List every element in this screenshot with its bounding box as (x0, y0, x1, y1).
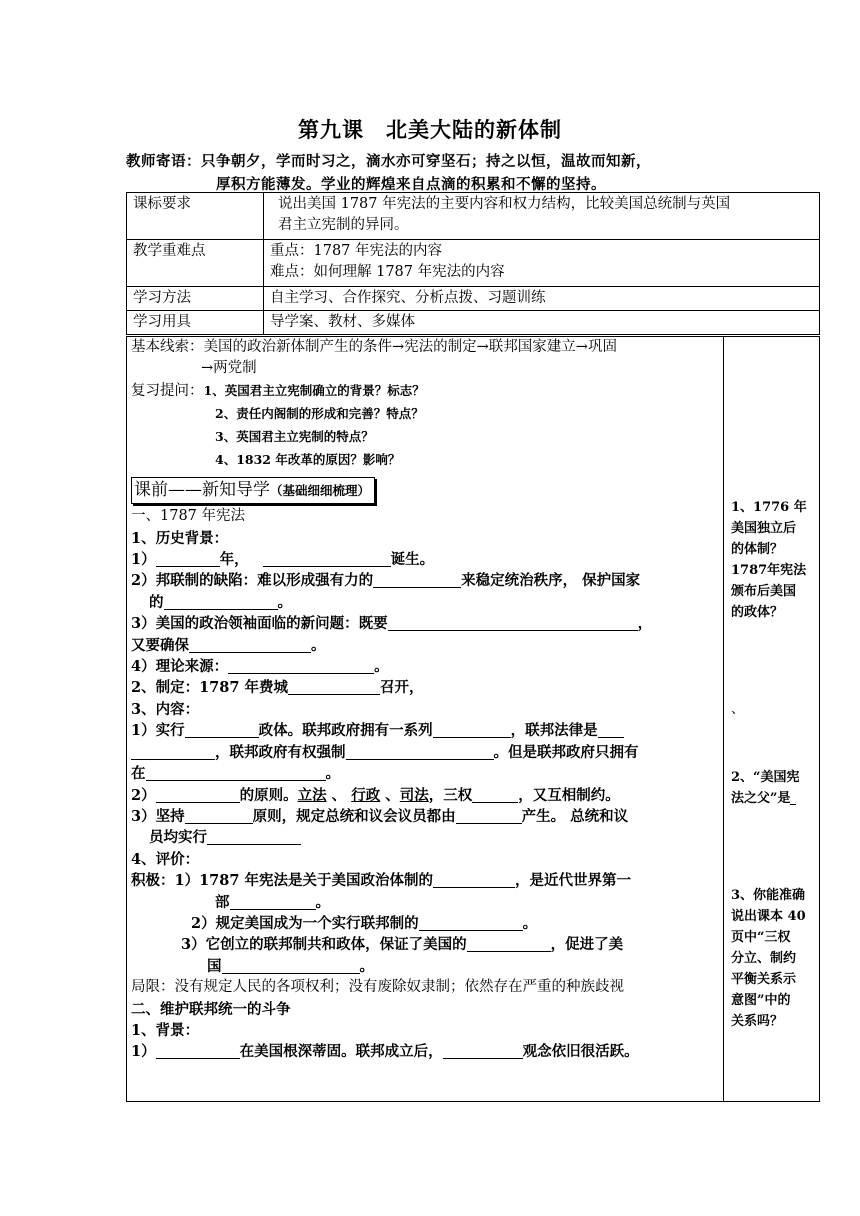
column-divider (723, 337, 724, 1101)
table-row (127, 240, 820, 287)
table-row (127, 287, 820, 311)
blank[interactable] (288, 679, 380, 695)
fill-line: 2）邦联制的缺陷：难以形成强有力的 来稳定统治秩序， 保护国家 (131, 572, 641, 590)
blank[interactable] (419, 915, 523, 931)
table-row (127, 311, 820, 335)
review-questions (131, 380, 721, 402)
row-value (264, 240, 820, 287)
heading-union-struggle: 二、维护联邦统一的斗争 (131, 1000, 291, 1018)
side-question-3: 3、你能准确 说出课本 40 页中“三权 分立、制约 平衡关系示 意图”中的 关系吗？ (731, 888, 806, 1029)
blank[interactable] (373, 572, 461, 588)
fill-line: 3）美国的政治领袖面临的新问题：既要 ， (131, 615, 653, 633)
fill-line: 1）实行 政体。联邦政府拥有一系列 ，联邦法律是 (131, 720, 721, 741)
row-value (264, 193, 820, 240)
row-value (264, 311, 820, 335)
section-box-subtitle: （基础细细梳理） (270, 483, 371, 499)
row-value-line: 难点：如何理解 1787 年宪法的内容 (270, 264, 505, 280)
row-label: 学习方法 (127, 287, 264, 311)
term-executive: 行政 (351, 786, 381, 804)
teacher-motto-line-1: 教师寄语：只争朝夕，学而时习之，滴水亦可穿坚石；持之以恒，温故而知新， (126, 153, 651, 170)
blank[interactable] (156, 1043, 240, 1059)
term-judicial: 司法 (399, 786, 429, 804)
fill-line: 员均实行 (131, 827, 721, 848)
table-row (127, 193, 820, 240)
blank[interactable] (185, 722, 259, 738)
teacher-motto-line-2: 厚积方能薄发。学业的辉煌来自点滴的积累和不懈的坚持。 (216, 176, 606, 193)
fill-line: 2） 的原则。立法 、 行政 、司法，三权 ，又互相制约。 (131, 786, 620, 804)
heading-evaluation: 4、评价： (131, 850, 200, 868)
main-content (131, 337, 721, 1063)
fill-line: 1） 年， 诞生。 (131, 551, 435, 569)
fill-line: 2、制定：1787 年费城 召开， (131, 679, 424, 697)
blank[interactable] (263, 551, 391, 567)
blank[interactable] (156, 787, 240, 803)
blank[interactable] (598, 722, 624, 738)
row-value-line: 导学案、教材、多媒体 (270, 314, 415, 330)
heading-background-2: 1、背景： (131, 1021, 200, 1039)
fill-line: 3）坚持 原则，规定总统和议会议员都由 产生。 总统和议 (131, 807, 629, 825)
page-title: 第九课 北美大陆的新体制 (298, 118, 562, 142)
blank[interactable] (433, 872, 515, 888)
blank[interactable] (146, 765, 326, 781)
blank[interactable] (472, 787, 518, 803)
blank[interactable] (456, 808, 522, 824)
blank[interactable] (346, 744, 494, 760)
row-value-line: 说出美国 1787 年宪法的主要内容和权力结构，比较美国总统制与英国 (278, 196, 731, 212)
fill-line: ，联邦政府有权强制 。但是联邦政府只拥有 (131, 742, 721, 763)
side-question-1: 1、1776 年 美国独立后 的体制？ 1787年宪法 颁布后美国 的政体？ (731, 500, 807, 620)
review-item: 3、英国君主立宪制的特点？ (215, 429, 374, 445)
fill-line: 1） 在美国根深蒂固。联邦成立后， 观念依旧很活跃。 (131, 1043, 639, 1061)
blank[interactable] (185, 808, 253, 824)
term-legislative: 立法 (297, 786, 327, 804)
row-value-line: 重点：1787 年宪法的内容 (270, 243, 443, 259)
blank[interactable] (207, 829, 301, 845)
row-value (264, 287, 820, 311)
side-question-2: 2、“美国宪 法之父”是 (731, 770, 800, 806)
study-guide-box (126, 336, 820, 1102)
section-box-preview (131, 477, 375, 504)
heading-background: 1、历史背景： (131, 529, 229, 547)
blank[interactable] (433, 722, 511, 738)
review-item: 4、1832 年改革的原因？影响？ (215, 452, 401, 468)
lesson-info-table (126, 192, 820, 335)
blank[interactable] (228, 658, 374, 674)
side-mark: 、 (731, 702, 745, 717)
section-box-title: 课前——新知导学 (134, 480, 270, 501)
blank[interactable] (164, 594, 278, 610)
fill-line: 在 。 (131, 765, 340, 783)
row-value-line: 君主立宪制的异同。 (278, 217, 409, 233)
blank[interactable] (131, 744, 215, 760)
blank[interactable] (222, 958, 360, 974)
review-label: 复习提问： (131, 382, 204, 399)
review-item: 2、责任内阁制的形成和完善？特点？ (215, 406, 424, 422)
heading-constitution: 一、1787 年宪法 (131, 508, 246, 525)
blank[interactable] (388, 615, 638, 631)
fill-line: 又要确保 。 (131, 636, 326, 654)
blank[interactable] (443, 1043, 523, 1059)
fill-line: 2）规定美国成为一个实行联邦制的 。 (191, 914, 538, 932)
fill-line: 积极：1）1787 年宪法是关于美国政治体制的 ，是近代世界第一 (131, 872, 631, 890)
limitations: 局限：没有规定人民的各项权利；没有废除奴隶制；依然存在严重的种族歧视 (131, 979, 624, 996)
blank[interactable] (156, 551, 220, 567)
blank[interactable] (189, 637, 311, 653)
fill-line: 国 。 (207, 957, 374, 975)
basic-clue: 基本线索：美国的政治新体制产生的条件→宪法的制定→联邦国家建立→巩固 (131, 339, 617, 355)
fill-line: 3）它创立的联邦制共和政体，保证了美国的 ，促进了美 (181, 936, 624, 954)
row-label: 教学重难点 (127, 240, 264, 287)
row-value-line: 自主学习、合作探究、分析点拨、习题训练 (270, 290, 546, 306)
row-label: 学习用具 (127, 311, 264, 335)
blank[interactable] (230, 894, 316, 910)
row-label: 课标要求 (127, 193, 264, 240)
review-item: 1、英国君主立宪制确立的背景？标志？ (203, 382, 425, 398)
fill-line: 的 。 (149, 593, 292, 611)
blank[interactable] (467, 936, 551, 952)
basic-clue-cont: →两党制 (201, 360, 257, 377)
heading-content: 3、内容： (131, 700, 200, 718)
fill-line: 部 。 (215, 893, 330, 911)
fill-line: 4）理论来源： 。 (131, 658, 389, 676)
